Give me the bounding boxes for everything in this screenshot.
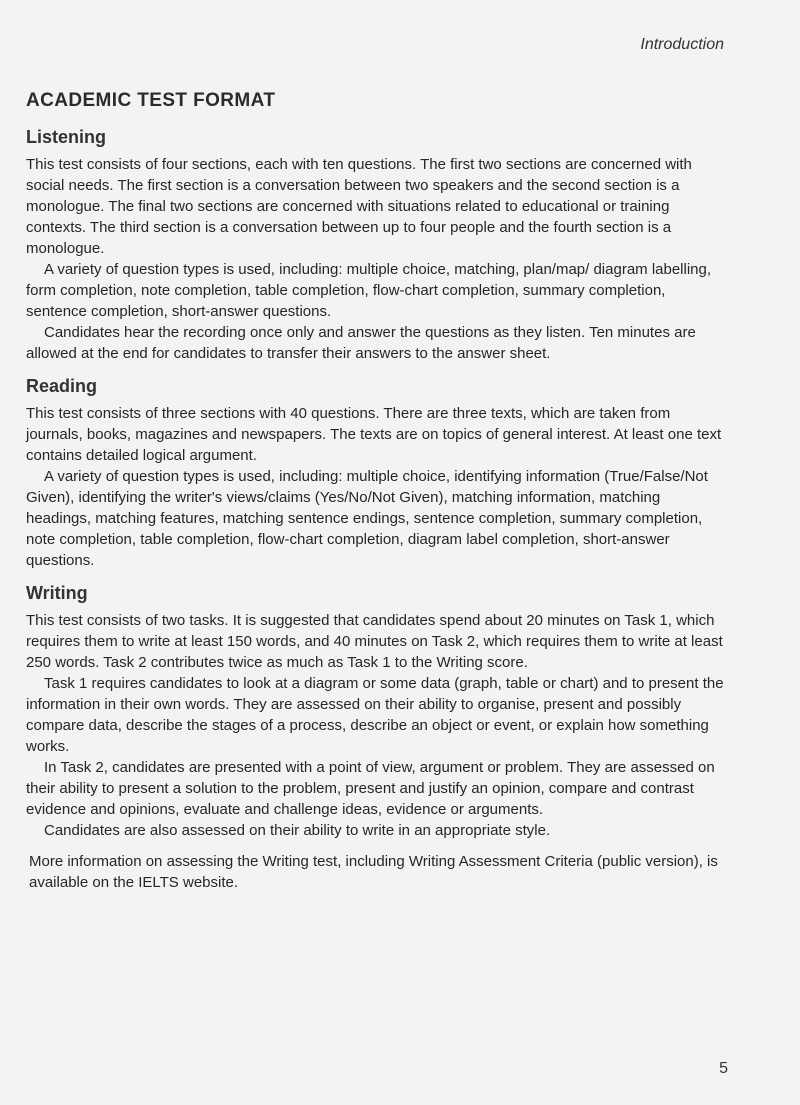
reading-heading: Reading: [26, 376, 98, 396]
writing-paragraph-1: This test consists of two tasks. It is suggested that candidates spend about 20 minutes on Task 1, which requires them to write at least 150 words, and 40 minutes on Task 2, which requires them to write at least 250 words. Task 2 contributes twice as much as Task 1 to the Writing score.: [26, 612, 723, 671]
writing-paragraph-3: In Task 2, candidates are presented with a point of view, argument or problem. They are assessed on their ability to present a solution to the problem, present and justify an opinion, compare and contrast evidence and opinions, evaluate and challenge ideas, evidence or arguments.: [26, 759, 715, 818]
running-head: Introduction: [640, 36, 724, 53]
listening-paragraph-3: Candidates hear the recording once only and answer the questions as they listen. Ten minutes are allowed at the end for candidates to transfer their answers to the answer sheet.: [26, 324, 696, 362]
writing-info-note: More information on assessing the Writing test, including Writing Assessment Criteria (public version), is available on the IELTS website.: [29, 853, 718, 891]
writing-section: [26, 583, 726, 893]
reading-paragraph-1: This test consists of three sections with 40 questions. There are three texts, which are taken from journals, books, magazines and newspapers. The texts are on topics of general interest. At least one text contains detailed logical argument.: [26, 405, 722, 464]
reading-section: [26, 376, 726, 571]
writing-heading: Writing: [26, 583, 88, 603]
writing-paragraph-2: Task 1 requires candidates to look at a diagram or some data (graph, table or chart) and to present the information in their own words. They are assessed on their ability to organise, present and possibly compare data, describe the stages of a process, describe an object or event, or explain how something works.: [26, 675, 724, 755]
listening-section: [26, 127, 726, 364]
listening-paragraph-2: A variety of question types is used, including: multiple choice, matching, plan/map/ diagram labelling, form completion, note completion, table completion, flow-chart completion, summary completion, sentence completion, short-answer questions.: [26, 261, 712, 320]
page-title: ACADEMIC TEST FORMAT: [26, 90, 276, 111]
page-content: [26, 90, 726, 905]
page-number: 5: [719, 1060, 728, 1077]
writing-paragraph-4: Candidates are also assessed on their ability to write in an appropriate style.: [44, 822, 551, 839]
listening-paragraph-1: This test consists of four sections, each with ten questions. The first two sections are concerned with social needs. The first section is a conversation between two speakers and the second section is a monologue. The final two sections are concerned with situations related to educational or training contexts. The third section is a conversation between up to four people and the fourth section is a monologue.: [26, 156, 692, 257]
listening-heading: Listening: [26, 127, 106, 147]
reading-paragraph-2: A variety of question types is used, including: multiple choice, identifying information (True/False/Not Given), identifying the writer's views/claims (Yes/No/Not Given), matching information, matching headings, matching features, matching sentence endings, sentence completion, summary completion, note completion, table completion, flow-chart completion, diagram label completion, short-answer questions.: [26, 468, 708, 569]
